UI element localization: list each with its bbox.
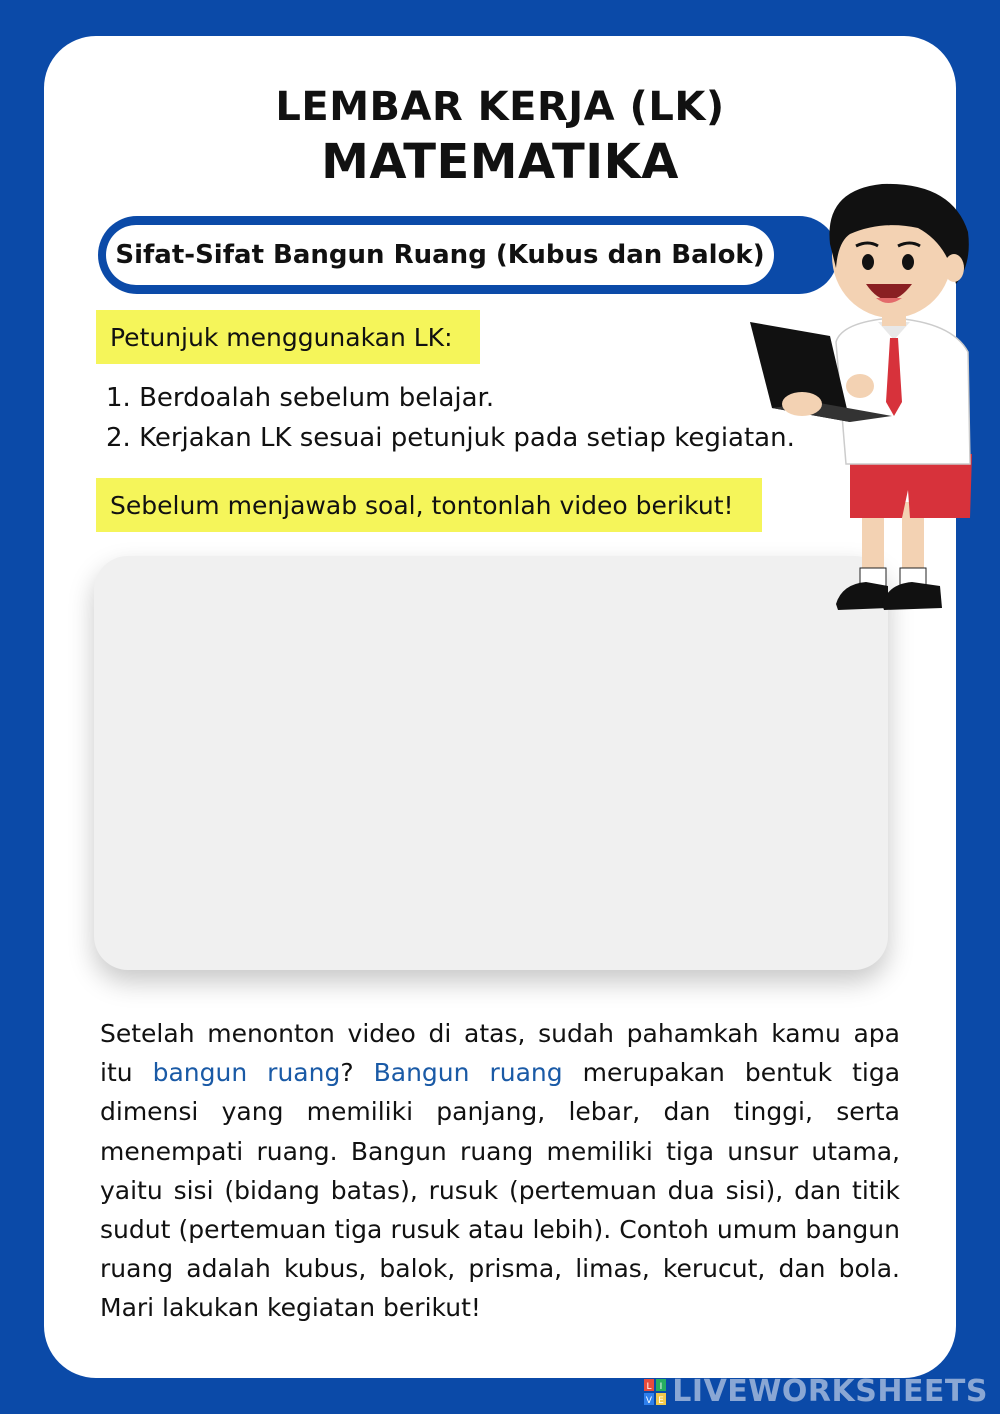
paragraph-text: ? bbox=[340, 1058, 374, 1088]
liveworksheets-brand: LIVEWORKSHEETS bbox=[672, 1374, 988, 1409]
logo-letter: L bbox=[646, 1381, 652, 1392]
list-item: 1. Berdoalah sebelum belajar. bbox=[106, 383, 495, 413]
keyword-bangun-ruang: bangun ruang bbox=[152, 1058, 341, 1088]
instructions-heading: Petunjuk menggunakan LK: bbox=[96, 310, 480, 364]
logo-letter: V bbox=[646, 1395, 653, 1405]
instructions-list bbox=[106, 378, 795, 458]
topic-label: Sifat-Sifat Bangun Ruang (Kubus dan Balok) bbox=[106, 225, 774, 285]
logo-letter: E bbox=[658, 1395, 665, 1405]
student-with-laptop-illustration bbox=[742, 172, 978, 616]
liveworksheets-logo-icon bbox=[644, 1379, 666, 1405]
video-prompt: Sebelum menjawab soal, tontonlah video berikut! bbox=[96, 478, 762, 532]
video-player[interactable] bbox=[94, 556, 888, 970]
paragraph-text: merupakan bentuk tiga dimensi yang memiliki panjang, lebar, dan tinggi, serta menempati ruang. Bangun ruang memiliki tiga unsur utama, yaitu sisi (bidang batas), rusuk (pertemuan dua sisi), dan titik sudut (pertemuan tiga rusuk atau lebih). Contoh umum bangun ruang adalah kubus, balok, prisma, limas, kerucut, dan bola. Mari lakukan kegiatan berikut! bbox=[100, 1058, 901, 1323]
list-item: 2. Kerjakan LK sesuai petunjuk pada setiap kegiatan. bbox=[106, 423, 795, 453]
worksheet-title: LEMBAR KERJA (LK) bbox=[275, 84, 725, 130]
topic-banner bbox=[98, 216, 838, 294]
logo-letter: I bbox=[659, 1381, 663, 1392]
liveworksheets-watermark bbox=[644, 1374, 988, 1409]
keyword-bangun-ruang: Bangun ruang bbox=[373, 1058, 563, 1088]
subject-title: MATEMATIKA bbox=[321, 134, 679, 190]
paragraph-text: Setelah menonton video di atas, sudah pahamkah kamu apa itu bbox=[100, 1019, 900, 1088]
explanation-paragraph bbox=[100, 1014, 900, 1328]
